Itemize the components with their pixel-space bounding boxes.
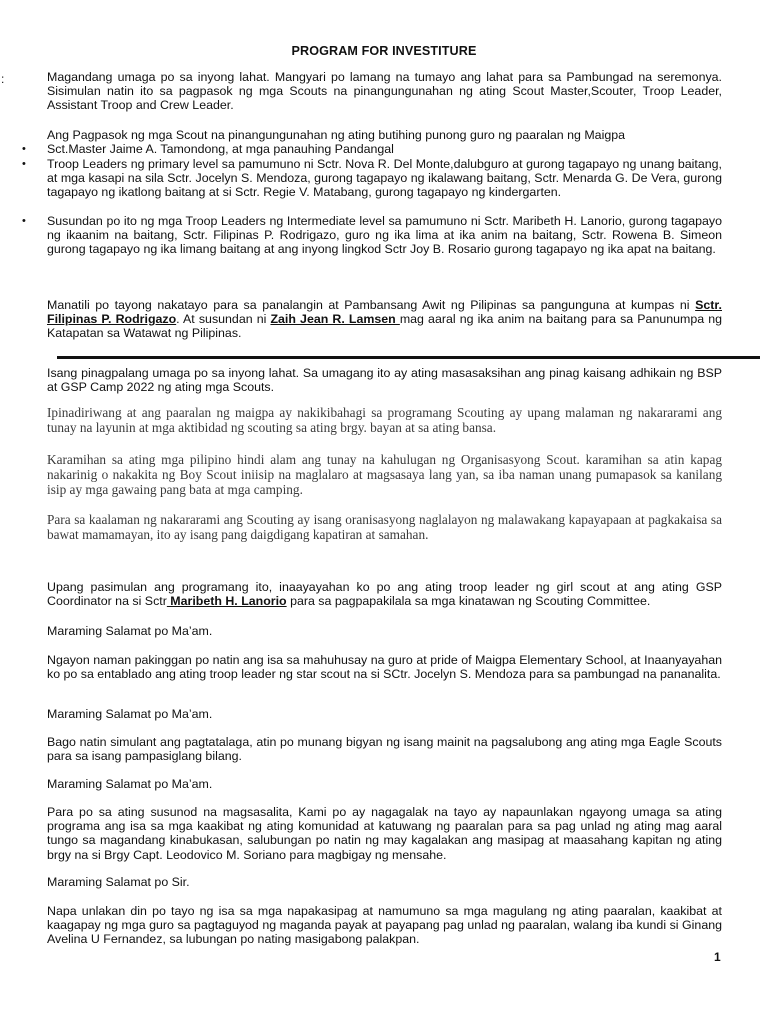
opening-remarks-paragraph: Ngayon naman pakinggan po natin ang isa sa mahuhusay na guro at pride of Maigpa Elementary School, at Inaanyayahan ko po sa entablado ang ating troop leader ng star scout na si SCtr. Jocelyn S. Mendoza para sa pambungad na pananalita. xyxy=(47,653,722,682)
thanks-line: Maraming Salamat po Ma’am. xyxy=(47,777,213,791)
page-title: PROGRAM FOR INVESTITURE xyxy=(291,44,477,58)
page-number: 1 xyxy=(714,950,721,964)
thanks-line: Maraming Salamat po Ma’am. xyxy=(47,624,213,638)
bullet-item-scoutmaster: Sct.Master Jaime A. Tamondong, at mga panauhing Pandangal xyxy=(47,142,394,156)
prayer-anthem-paragraph: Manatili po tayong nakatayo para sa panalangin at Pambansang Awit ng Pilipinas sa pangunguna at kumpas ni Sctr. Filipinas P. Rodrigazo. At susundan ni Zaih Jean R. Lamsen mag aaral ng ika anim na baitang para sa Panunumpa ng Katapatan sa Watawat ng Pilipinas. xyxy=(47,298,723,341)
gsp-coordinator-paragraph: Upang pasimulan ang programang ito, inaayayahan ko po ang ating troop leader ng girl scout at ang ating GSP Coordinator na si Sctr Maribeth H. Lanorio para sa pagpapakilala sa mga kinatawan ng Scouting Committee. xyxy=(47,580,722,609)
entrance-paragraph: Ang Pagpasok ng mga Scout na pinangungunahan ng ating butihing punong guro ng paaralan ng Maigpa xyxy=(47,128,626,142)
eagle-scouts-paragraph: Bago natin simulant ang pagtatalaga, atin po munang bigyan ng isang mainit na pagsalubong ang ating mga Eagle Scouts para sa isang pampasiglang bilang. xyxy=(47,735,722,764)
bullet-marker: • xyxy=(22,158,26,170)
brgy-captain-paragraph: Para po sa ating susunod na magsasalita, Kami po ay nagagalak na tayo ay napaunlakan ngayong umaga sa ating programa ang isa sa mga kaakibat ng ating komunidad at katuwang ng paaralan para sa pag unlad ng ating mag aaral tungo sa magandang kinabukasan, salubungan po natin ng may kagalakan ang masipag at maasahang kapitan ng ating brgy na si Brgy Capt. Leodovico M. Soriano para magbigay ng mensahe. xyxy=(47,805,722,862)
stray-mark: : xyxy=(1,72,5,86)
underlined-name: Maribeth H. Lanorio xyxy=(166,594,287,609)
underlined-name: Sctr. Filipinas P. Rodrigazo xyxy=(47,298,722,327)
bullet-item-primary-leaders: Troop Leaders ng primary level sa pamumuno ni Sctr. Nova R. Del Monte,dalubguro at gurong tagapayo ng unang baitang, at mga kasapi na sila Sctr. Jocelyn S. Mendoza, gurong tagapayo ng ikalawang baitang, Sctr. Menarda G. De Vera, gurong tagapayo ng ikatlong baitang at si Sctr. Regie V. Matabang, gurong tagapayo ng kindergarten. xyxy=(47,157,722,200)
scouting-paragraph-1: Ipinadiriwang at ang paaralan ng maigpa ay nakikibahagi sa programang Scouting ay upang malaman ng nakararami ang tunay na layunin at mga aktibidad ng scouting sa ating brgy. bayan at sa ating bansa. xyxy=(47,405,722,435)
thanks-line: Maraming Salamat po Sir. xyxy=(47,875,190,889)
bullet-marker: • xyxy=(22,215,26,227)
bullet-marker: • xyxy=(22,143,26,155)
intro-paragraph: Magandang umaga po sa inyong lahat. Mangyari po lamang na tumayo ang lahat para sa Pambungad na seremonya. Sisimulan natin ito sa pagpasok ng mga Scouts na pinangungunahan ng ating Scout Master,Scouter, Troop Leader, Assistant Troop and Crew Leader. xyxy=(47,70,722,113)
horizontal-divider xyxy=(57,356,760,359)
underlined-name: Zaih Jean R. Lamsen xyxy=(270,312,400,327)
thanks-line: Maraming Salamat po Ma’am. xyxy=(47,707,213,721)
parents-leader-paragraph: Napa unlakan din po tayo ng isa sa mga napakasipag at namumuno sa mga magulang ng ating paaralan, kaakibat at kaagapay ng mga guro sa pagtaguyod ng maganda payak at payapang pag unlad ng paaralan, walang iba kundi si Ginang Avelina U Fernandez, sa lubungan po nating masigabong palakpan. xyxy=(47,904,722,947)
scouting-paragraph-3: Para sa kaalaman ng nakararami ang Scouting ay isang oranisasyong naglalayon ng malawakang kapayapaan at pagkakaisa sa bawat mamamayan, ito ay isang pang daigdigang kapatiran at samahan. xyxy=(47,512,722,542)
bullet-item-intermediate-leaders: Susundan po ito ng mga Troop Leaders ng Intermediate level sa pamumuno ni Sctr. Maribeth H. Lanorio, gurong tagapayo ng ikaanim na baitang, Sctr. Filipinas P. Rodrigazo, guro ng ika lima at ika anim na baitang, Sctr. Rowena B. Simeon gurong tagapayo ng ika limang baitang at ang inyong lingkod Sctr Joy B. Rosario gurong tagapayo ng ika apat na baitang. xyxy=(47,214,722,257)
greeting-paragraph: Isang pinagpalang umaga po sa inyong lahat. Sa umagang ito ay ating masasaksihan ang pinag kaisang adhikain ng BSP at GSP Camp 2022 ng ating mga Scouts. xyxy=(47,366,722,395)
scouting-paragraph-2: Karamihan sa ating mga pilipino hindi alam ang tunay na kahulugan ng Organisasyong Scout. karamihan sa atin kapag nakarinig o nakakita ng Boy Scout iniisip na maglalaro at magsasaya lang yan, sa iba naman unang pumapasok sa kanilang isip ay mga gawaing pang bata at mga camping. xyxy=(47,452,722,497)
